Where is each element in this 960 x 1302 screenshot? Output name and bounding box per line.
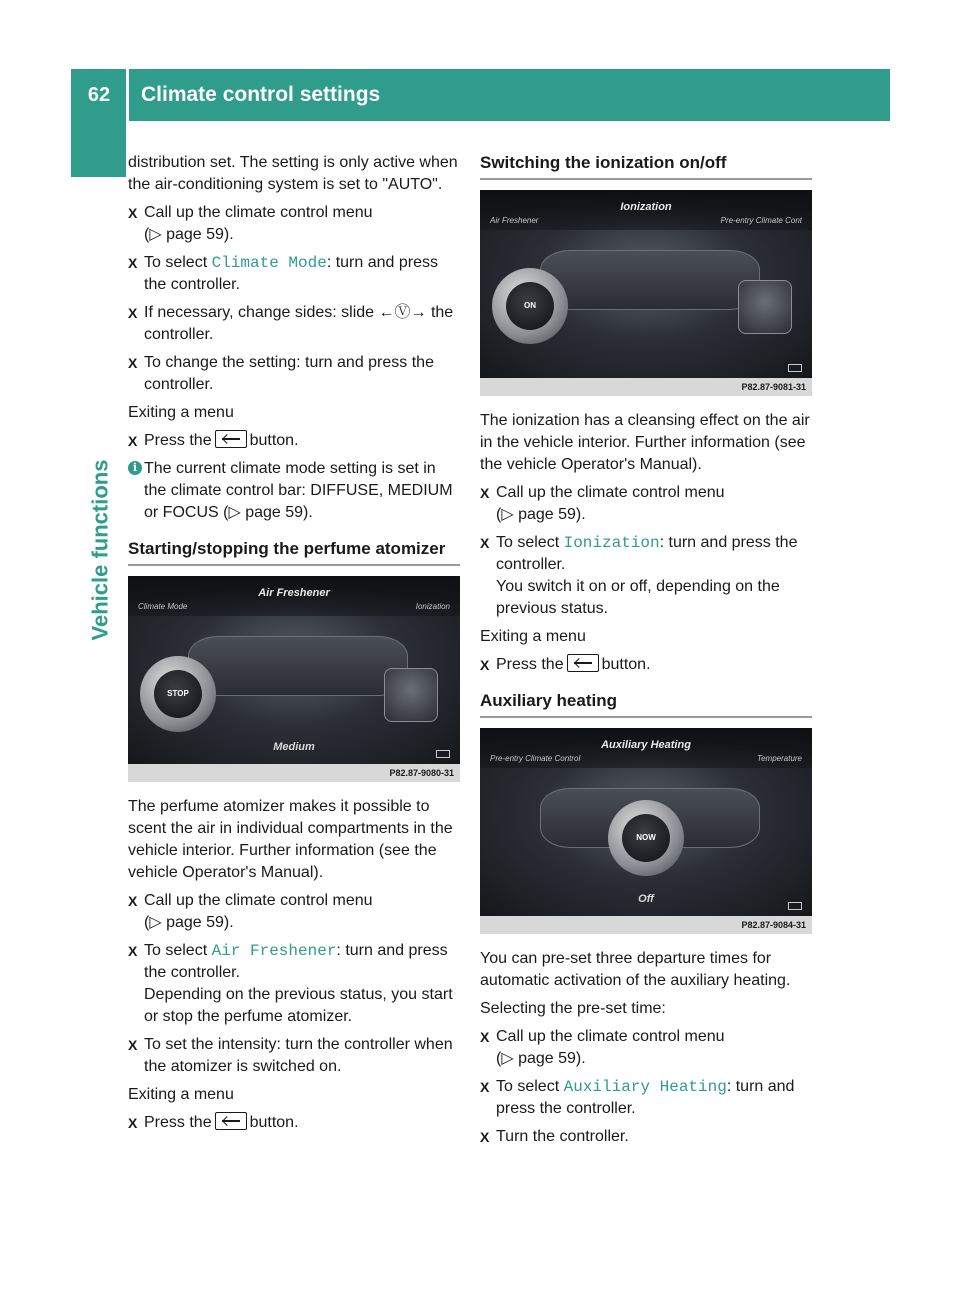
back-button-icon xyxy=(215,1112,247,1130)
side-tab-block xyxy=(71,120,128,177)
ionizer-icon xyxy=(738,280,792,334)
perfume-description: The perfume atomizer makes it possible to scent the air in individual compartments in the vehicle interior. Further information (see the vehicle Operator's Manual). xyxy=(128,798,453,881)
back-icon xyxy=(436,750,450,758)
step-arrow-icon: X xyxy=(128,433,138,449)
page-reference[interactable]: (▷ page 59). xyxy=(496,506,586,523)
step-arrow-icon: X xyxy=(480,535,490,551)
step-item: X Call up the climate control menu (▷ page 59). xyxy=(480,1028,725,1067)
step-item: X To set the intensity: turn the controller when the atomizer is switched on. xyxy=(128,1036,453,1075)
step-arrow-icon: X xyxy=(128,1115,138,1131)
info-note: i The current climate mode setting is set in the climate control bar: DIFFUSE, MEDIUM or FOCUS (▷ page 59). xyxy=(128,458,460,524)
step-item: X To select Air Freshener: turn and press the controller. Depending on the previous status, you start or stop the perfume atomizer. xyxy=(128,942,453,1025)
step-item: X If necessary, change sides: slide ←Ⓥ→ the controller. xyxy=(128,304,454,343)
left-column xyxy=(128,152,460,1140)
controller-knob-icon: NOW xyxy=(608,800,684,876)
back-button-icon xyxy=(567,654,599,672)
section-heading-ionization: Switching the ionization on/off xyxy=(480,152,812,180)
info-icon: i xyxy=(128,461,142,475)
menu-item-air-freshener: Air Freshener xyxy=(211,942,337,960)
back-icon xyxy=(788,364,802,372)
step-arrow-icon: X xyxy=(128,1037,138,1053)
back-button-icon xyxy=(215,430,247,448)
step-arrow-icon: X xyxy=(128,355,138,371)
page-reference[interactable]: (▷ page 59). xyxy=(144,226,234,243)
ionization-description: The ionization has a cleansing effect on the air in the vehicle interior. Further information (see the vehicle Operator's Manual). xyxy=(480,412,810,473)
controller-knob-icon: STOP xyxy=(140,656,216,732)
step-arrow-icon: X xyxy=(128,255,138,271)
exit-heading: Exiting a menu xyxy=(128,404,234,421)
step-item: X Call up the climate control menu (▷ page 59). xyxy=(128,892,373,931)
back-icon xyxy=(788,902,802,910)
right-column xyxy=(480,152,812,1154)
step-arrow-icon: X xyxy=(128,205,138,221)
step-arrow-icon: X xyxy=(128,943,138,959)
page-number: 62 xyxy=(87,84,111,106)
step-arrow-icon: X xyxy=(480,1129,490,1145)
screenshot-air-freshener: Air Freshener Climate Mode Ionization STOP Medium P82.87-9080-31 xyxy=(128,576,460,782)
auxiliary-description: You can pre-set three departure times for automatic activation of the auxiliary heating. xyxy=(480,950,791,989)
auxiliary-select-heading: Selecting the pre-set time: xyxy=(480,1000,666,1017)
section-heading-auxiliary: Auxiliary heating xyxy=(480,690,812,718)
step-arrow-icon: X xyxy=(480,1079,490,1095)
page-reference[interactable]: (▷ page 59). xyxy=(496,1050,586,1067)
section-heading-perfume: Starting/stopping the perfume atomizer xyxy=(128,538,460,566)
step-item: X Press the button. xyxy=(128,1112,460,1134)
chapter-title: Climate control settings xyxy=(141,83,381,106)
step-item: X To select Climate Mode: turn and press the controller. xyxy=(128,254,438,293)
exit-heading: Exiting a menu xyxy=(128,1086,234,1103)
step-arrow-icon: X xyxy=(480,657,490,673)
controller-knob-icon: ON xyxy=(492,268,568,344)
step-arrow-icon: X xyxy=(480,1029,490,1045)
step-arrow-icon: X xyxy=(128,893,138,909)
exit-heading: Exiting a menu xyxy=(480,628,586,645)
step-item: X To change the setting: turn and press the controller. xyxy=(128,354,434,393)
menu-item-climate-mode: Climate Mode xyxy=(211,254,327,272)
step-arrow-icon: X xyxy=(480,485,490,501)
step-item: X Press the button. xyxy=(128,430,460,452)
screenshot-ionization: Ionization Air Freshener Pre-entry Climate Cont ON P82.87-9081-31 xyxy=(480,190,812,396)
step-item: X To select Ionization: turn and press the controller. You switch it on or off, depending on the previous status. xyxy=(480,534,798,617)
menu-item-auxiliary-heating: Auxiliary Heating xyxy=(563,1078,727,1096)
step-arrow-icon: X xyxy=(128,305,138,321)
step-item: X To select Auxiliary Heating: turn and press the controller. xyxy=(480,1078,795,1117)
step-item: X Turn the controller. xyxy=(480,1126,812,1148)
page-reference[interactable]: (▷ page 59). xyxy=(144,914,234,931)
step-item: X Press the button. xyxy=(480,654,812,676)
page-header xyxy=(71,69,890,121)
intro-text: distribution set. The setting is only active when the air-conditioning system is set to "AUTO". xyxy=(128,154,458,193)
step-item: X Call up the climate control menu (▷ page 59). xyxy=(480,484,725,523)
menu-item-ionization: Ionization xyxy=(563,534,660,552)
screenshot-auxiliary-heating: Auxiliary Heating Pre-entry Climate Control Temperature NOW Off P82.87-9084-31 xyxy=(480,728,812,934)
section-side-label: Vehicle functions xyxy=(87,459,112,641)
checkmark-icon xyxy=(384,668,438,722)
header-divider xyxy=(126,69,129,121)
step-item: X Call up the climate control menu (▷ page 59). xyxy=(128,204,373,243)
